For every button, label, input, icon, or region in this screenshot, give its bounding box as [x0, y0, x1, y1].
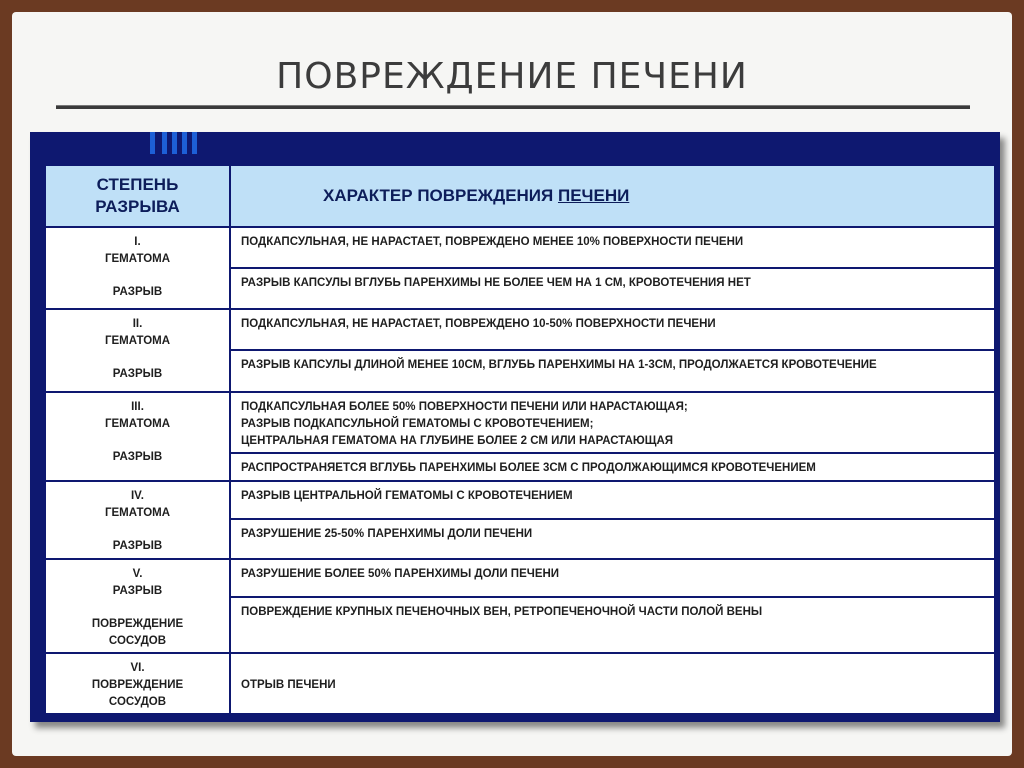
grade-label: РАЗРЫВ: [112, 451, 163, 463]
grade-label: РАЗРЫВ: [112, 585, 163, 597]
header-character-highlight: ПЕЧЕНИ: [557, 186, 630, 205]
decor-bar-5: [192, 132, 197, 154]
description-cell: РАЗРЫВ КАПСУЛЫ ВГЛУБЬ ПАРЕНХИМЫ НЕ БОЛЕЕ ЧЕМ НА 1 СМ, КРОВОТЕЧЕНИЯ НЕТ: [230, 268, 995, 309]
table-header-row: [45, 165, 995, 227]
decor-bar-3: [172, 132, 177, 154]
grade-label: ПОВРЕЖДЕНИЕ: [91, 618, 184, 630]
title-underline: [56, 105, 970, 109]
header-grade-line1: СТЕПЕНЬ: [96, 175, 179, 194]
grade-number: III.: [131, 401, 144, 413]
table-row: [45, 309, 995, 350]
header-character: [230, 165, 995, 227]
description-cell: РАЗРЫВ КАПСУЛЫ ДЛИНОЙ МЕНЕЕ 10СМ, ВГЛУБЬ ПАРЕНХИМЫ НА 1-3СМ, ПРОДОЛЖАЕТСЯ КРОВОТЕЧЕНИЕ: [230, 350, 995, 392]
description-cell: ОТРЫВ ПЕЧЕНИ: [230, 653, 995, 714]
slide: [12, 12, 1012, 756]
table-row: [45, 653, 995, 714]
table-row: [45, 481, 995, 519]
description-cell: ПОДКАПСУЛЬНАЯ, НЕ НАРАСТАЕТ, ПОВРЕЖДЕНО 10-50% ПОВЕРХНОСТИ ПЕЧЕНИ: [230, 309, 995, 350]
grade-label: РАЗРЫВ: [112, 540, 163, 552]
description-cell: ПОВРЕЖДЕНИЕ КРУПНЫХ ПЕЧЕНОЧНЫХ ВЕН, РЕТРОПЕЧЕНОЧНОЙ ЧАСТИ ПОЛОЙ ВЕНЫ: [230, 597, 995, 653]
grade-label: ГЕМАТОМА: [104, 418, 171, 430]
table-row: [45, 227, 995, 268]
description-cell: РАЗРУШЕНИЕ БОЛЕЕ 50% ПАРЕНХИМЫ ДОЛИ ПЕЧЕНИ: [230, 559, 995, 597]
description-cell: [230, 392, 995, 453]
decor-bar-2: [162, 132, 167, 154]
grade-label: СОСУДОВ: [108, 696, 167, 708]
grade-cell-1: [45, 227, 230, 309]
description-cell: РАСПРОСТРАНЯЕТСЯ ВГЛУБЬ ПАРЕНХИМЫ БОЛЕЕ 3СМ С ПРОДОЛЖАЮЩИМСЯ КРОВОТЕЧЕНИЕМ: [230, 453, 995, 481]
description-cell: РАЗРЫВ ЦЕНТРАЛЬНОЙ ГЕМАТОМЫ С КРОВОТЕЧЕНИЕМ: [230, 481, 995, 519]
grade-label: ГЕМАТОМА: [104, 507, 171, 519]
grade-number: I.: [134, 236, 141, 248]
grade-number: II.: [132, 318, 143, 330]
grade-cell-6: [45, 653, 230, 714]
table-row: [45, 559, 995, 597]
grade-number: V.: [132, 568, 143, 580]
decor-bar-4: [182, 132, 187, 154]
decor-bar-1: [150, 132, 155, 154]
grade-label: ГЕМАТОМА: [104, 335, 171, 347]
grade-number: IV.: [130, 490, 144, 502]
description-line: ПОДКАПСУЛЬНАЯ БОЛЕЕ 50% ПОВЕРХНОСТИ ПЕЧЕНИ ИЛИ НАРАСТАЮЩАЯ;: [241, 401, 688, 413]
header-grade: [45, 165, 230, 227]
grade-label: СОСУДОВ: [108, 635, 167, 647]
grade-label: РАЗРЫВ: [112, 368, 163, 380]
grade-cell-5: [45, 559, 230, 653]
grade-cell-2: [45, 309, 230, 392]
header-character-text: ХАРАКТЕР ПОВРЕЖДЕНИЯ: [323, 186, 554, 205]
table-panel: [30, 132, 1000, 722]
slide-title: ПОВРЕЖДЕНИЕ ПЕЧЕНИ: [276, 56, 748, 97]
grade-cell-4: [45, 481, 230, 559]
description-cell: РАЗРУШЕНИЕ 25-50% ПАРЕНХИМЫ ДОЛИ ПЕЧЕНИ: [230, 519, 995, 559]
grade-label: РАЗРЫВ: [112, 286, 163, 298]
liver-injury-table: [44, 164, 996, 715]
grade-cell-3: [45, 392, 230, 481]
description-cell: ПОДКАПСУЛЬНАЯ, НЕ НАРАСТАЕТ, ПОВРЕЖДЕНО МЕНЕЕ 10% ПОВЕРХНОСТИ ПЕЧЕНИ: [230, 227, 995, 268]
table-row: [45, 392, 995, 453]
header-grade-line2: РАЗРЫВА: [95, 197, 180, 216]
description-line: РАЗРЫВ ПОДКАПСУЛЬНОЙ ГЕМАТОМЫ С КРОВОТЕЧЕНИЕМ;: [241, 418, 594, 430]
grade-number: VI.: [130, 662, 145, 674]
grade-label: ПОВРЕЖДЕНИЕ: [91, 679, 184, 691]
description-line: ЦЕНТРАЛЬНАЯ ГЕМАТОМА НА ГЛУБИНЕ БОЛЕЕ 2 СМ ИЛИ НАРАСТАЮЩАЯ: [241, 435, 674, 447]
grade-label: ГЕМАТОМА: [104, 253, 171, 265]
